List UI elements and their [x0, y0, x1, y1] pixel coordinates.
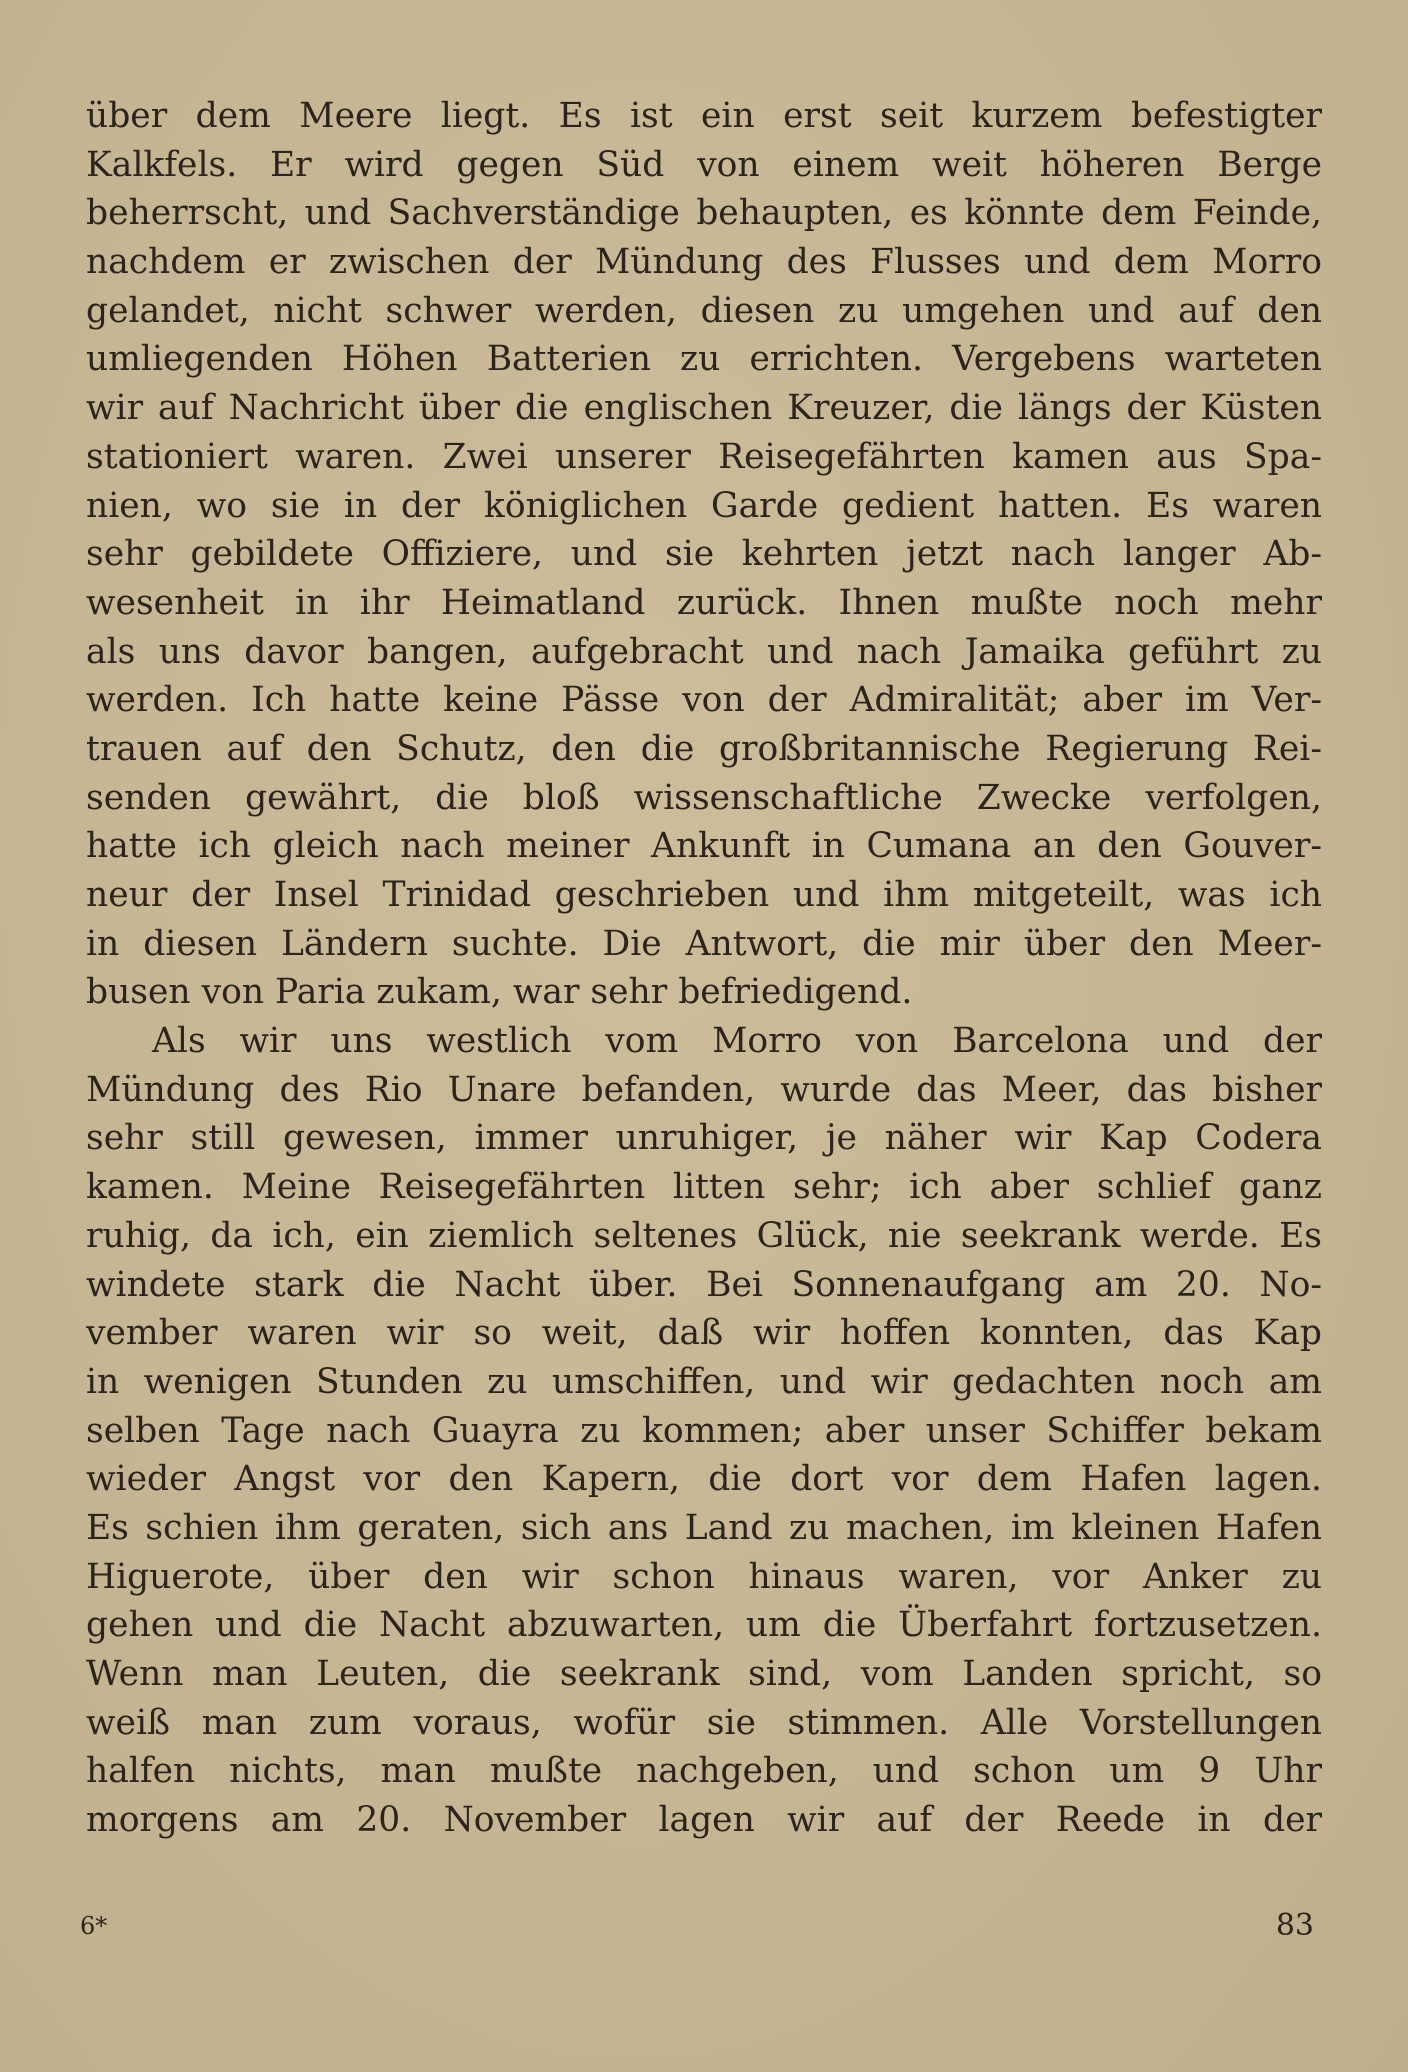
text-line: windete stark die Nacht über. Bei Sonnenaufgang am 20. No-: [86, 1264, 1322, 1305]
text-line: vember waren wir so weit, daß wir hoffen konnten, das Kap: [86, 1313, 1322, 1354]
text-line: Mündung des Rio Unare befanden, wurde das Meer, das bisher: [86, 1069, 1322, 1110]
text-line: halfen nichts, man mußte nachgeben, und schon um 9 Uhr: [86, 1751, 1322, 1792]
text-line: morgens am 20. November lagen wir auf der Reede in der: [86, 1800, 1322, 1841]
text-line: in diesen Ländern suchte. Die Antwort, die mir über den Meer-: [86, 923, 1322, 964]
text-line: selben Tage nach Guayra zu kommen; aber unser Schiffer bekam: [86, 1410, 1322, 1451]
text-line: Higuerote, über den wir schon hinaus waren, vor Anker zu: [86, 1556, 1322, 1597]
text-line: senden gewährt, die bloß wissenschaftliche Zwecke verfolgen,: [86, 777, 1322, 818]
text-line: umliegenden Höhen Batterien zu errichten. Vergebens warteten: [86, 339, 1322, 380]
text-line: gehen und die Nacht abzuwarten, um die Überfahrt fortzusetzen.: [86, 1605, 1322, 1646]
text-line: sehr gebildete Offiziere, und sie kehrten jetzt nach langer Ab-: [86, 534, 1322, 575]
body-text: [86, 92, 1322, 1872]
text-line: ruhig, da ich, ein ziemlich seltenes Glück, nie seekrank werde. Es: [86, 1215, 1322, 1256]
text-line: wieder Angst vor den Kapern, die dort vor dem Hafen lagen.: [86, 1459, 1322, 1500]
text-line: wir auf Nachricht über die englischen Kreuzer, die längs der Küsten: [86, 388, 1322, 429]
text-line: kamen. Meine Reisegefährten litten sehr; ich aber schlief ganz: [86, 1167, 1322, 1208]
text-line: werden. Ich hatte keine Pässe von der Admiralität; aber im Ver-: [86, 680, 1322, 721]
text-line: nachdem er zwischen der Mündung des Flusses und dem Morro: [86, 242, 1322, 283]
paragraph-2: [86, 1017, 1322, 1845]
text-line: sehr still gewesen, immer unruhiger, je näher wir Kap Codera: [86, 1118, 1322, 1159]
text-line: stationiert waren. Zwei unserer Reisegefährten kamen aus Spa-: [86, 436, 1322, 477]
text-line: neur der Insel Trinidad geschrieben und ihm mitgeteilt, was ich: [86, 875, 1322, 915]
text-line: Wenn man Leuten, die seekrank sind, vom Landen spricht, so: [86, 1654, 1322, 1694]
text-line: Als wir uns westlich vom Morro von Barcelona und der: [152, 1021, 1322, 1062]
signature-mark: 6*: [80, 1912, 108, 1940]
text-line: hatte ich gleich nach meiner Ankunft in Cumana an den Gouver-: [86, 826, 1322, 867]
text-line: in wenigen Stunden zu umschiffen, und wir gedachten noch am: [86, 1361, 1322, 1402]
text-line: busen von Paria zukam, war sehr befriedigend.: [86, 972, 913, 1013]
paragraph-1: [86, 92, 1322, 1017]
text-line: als uns davor bangen, aufgebracht und nach Jamaika geführt zu: [86, 631, 1322, 672]
text-line: weiß man zum voraus, wofür sie stimmen. Alle Vorstellungen: [86, 1702, 1322, 1743]
text-line: Es schien ihm geraten, sich ans Land zu machen, im kleinen Hafen: [86, 1507, 1322, 1548]
text-line: gelandet, nicht schwer werden, diesen zu umgehen und auf den: [86, 290, 1322, 331]
text-line: trauen auf den Schutz, den die großbritannische Regierung Rei-: [86, 728, 1322, 769]
text-line: wesenheit in ihr Heimatland zurück. Ihnen mußte noch mehr: [86, 582, 1322, 623]
text-line: über dem Meere liegt. Es ist ein erst seit kurzem befestigter: [86, 96, 1322, 136]
text-line: Kalkfels. Er wird gegen Süd von einem weit höheren Berge: [86, 144, 1322, 185]
text-line: nien, wo sie in der königlichen Garde gedient hatten. Es waren: [86, 485, 1322, 526]
page-number: 83: [1275, 1908, 1314, 1943]
text-line: beherrscht, und Sachverständige behaupten, es könnte dem Feinde,: [86, 193, 1322, 234]
